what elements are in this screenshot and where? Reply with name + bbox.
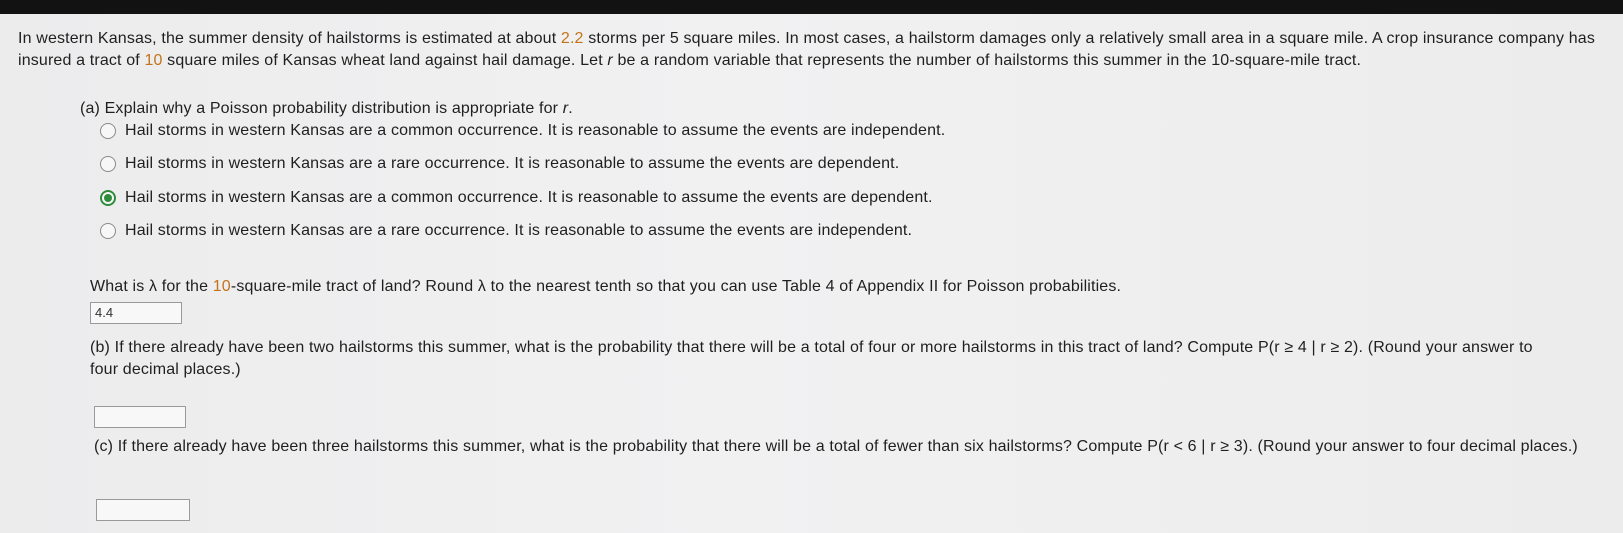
area-value: 10 (144, 51, 163, 69)
intro-text-2: storms per 5 square miles. In most cases, a hailstorm damages only a relatively small area in a square mile. A crop insurance company has insured a tract of (18, 30, 1595, 69)
option-label: Hail storms in western Kansas are a common occurrence. It is reasonable to assume the events are independent. (125, 122, 946, 139)
intro-text-4: be a random variable that represents the number of hailstorms this summer in the 10-square-mile tract. (612, 51, 1362, 69)
lambda-answer-input[interactable]: 4.4 (90, 302, 182, 324)
part-c-expression: P(r < 6 | r ≥ 3) (1147, 438, 1249, 455)
radio-unselected[interactable] (100, 223, 116, 239)
option-a-3[interactable] (100, 189, 933, 207)
option-label: Hail storms in western Kansas are a common occurrence. It is reasonable to assume the events are dependent. (125, 189, 933, 206)
option-a-1[interactable] (100, 122, 945, 140)
lambda-question: What is λ for the 10-square-mile tract of land? Round λ to the nearest tenth so that you can use Table 4 of Appendix II for Poisson probabilities. (90, 278, 1122, 295)
part-b-prompt: (b) If there already have been two hailstorms this summer, what is the probability that there will be a total of four or more hailstorms in this tract of land? Compute P(r ≥ 4 | r ≥ 2). (Round your answer to four decimal places.) (90, 339, 1533, 378)
density-value: 2.2 (560, 30, 584, 47)
top-dark-bar (0, 0, 1623, 14)
option-label: Hail storms in western Kansas are a rare occurrence. It is reasonable to assume the events are dependent. (125, 155, 900, 172)
part-a-prompt: (a) Explain why a Poisson probability distribution is appropriate for r. (80, 100, 573, 117)
radio-unselected[interactable] (100, 156, 116, 172)
part-c-prompt: (c) If there already have been three hailstorms this summer, what is the probability that there will be a total of fewer than six hailstorms? Compute P(r < 6 | r ≥ 3). (Round your answer to four decimal places.) (94, 438, 1578, 455)
part-c-answer-input[interactable] (96, 499, 190, 521)
radio-selected[interactable] (100, 190, 116, 206)
option-a-2[interactable] (100, 155, 899, 173)
variable-r: r (607, 51, 613, 69)
intro-text-1: In western Kansas, the summer density of hailstorms is estimated at about (18, 30, 561, 47)
part-b-expression: P(r ≥ 4 | r ≥ 2) (1257, 339, 1359, 356)
option-a-4[interactable] (100, 222, 912, 240)
intro-text-3: square miles of Kansas wheat land against hail damage. Let (162, 51, 608, 69)
part-b-answer-input[interactable] (94, 406, 186, 428)
problem-intro (18, 28, 1598, 71)
option-label: Hail storms in western Kansas are a rare occurrence. It is reasonable to assume the events are independent. (125, 222, 913, 239)
question-page (0, 14, 1623, 533)
radio-unselected[interactable] (100, 123, 116, 139)
